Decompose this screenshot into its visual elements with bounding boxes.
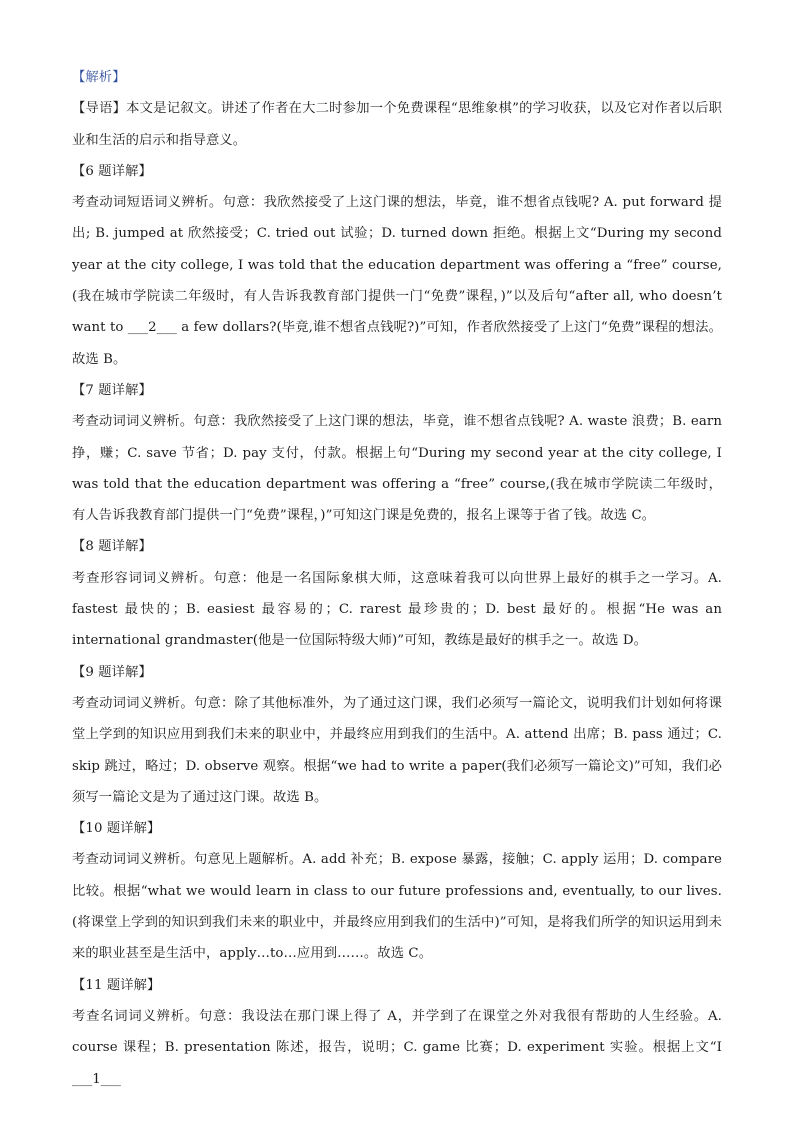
section-heading-11: 【11 题详解】 <box>72 977 161 993</box>
section-heading-9: 【9 题详解】 <box>72 664 152 680</box>
analysis-heading: 【解析】 <box>72 70 126 85</box>
document-content <box>72 62 722 1095</box>
section-body-7: 考查动词词义辨析。句意：我欣然接受了上这门课的想法，毕竟，谁不想省点钱呢? A. waste 浪费；B. earn 挣，赚；C. save 节省；D. pay 支付，付款。根据上句“During my second year at the city college, I was told that the education department was offering a “free” course,(我在城市学院读二年级时，有人告诉我教育部门提供一门“免费”课程，)”可知这门课是免费的，报名上课等于省了钱。故选 C。 <box>72 414 722 524</box>
section-heading-7: 【7 题详解】 <box>72 382 152 398</box>
section-heading-8: 【8 题详解】 <box>72 539 152 555</box>
section-body-8: 考查形容词词义辨析。句意：他是一名国际象棋大师，这意味着我可以向世界上最好的棋手之一学习。A. fastest 最快的；B. easiest 最容易的；C. rarest 最珍贵的；D. best 最好的。根据“He was an international grandmaster(他是一位国际特级大师)”可知，教练是最好的棋手之一。故选 D。 <box>72 570 722 649</box>
section-body-11: 考查名词词义辨析。句意：我设法在那门课上得了 A，并学到了在课堂之外对我很有帮助的人生经验。A. course 课程；B. presentation 陈述，报告，说明；C. game 比赛；D. experiment 实验。根据上文“I ___1___ <box>72 1008 722 1087</box>
section-body-6: 考查动词短语词义辨析。句意：我欣然接受了上这门课的想法，毕竟，谁不想省点钱呢? A. put forward 提出; B. jumped at 欣然接受；C. tried out 试验；D. turned down 拒绝。根据上文“During my second year at the city college, I was told that the education department was offering a “free” course,(我在城市学院读二年级时，有人告诉我教育部门提供一门“免费”课程，)”以及后句“after all, who doesn’t want to ___2___ a few dollars?(毕竟,谁不想省点钱呢?)”可知，作者欣然接受了上这门“免费”课程的想法。故选 B。 <box>72 195 722 367</box>
section-body-9: 考查动词词义辨析。句意：除了其他标准外，为了通过这门课，我们必须写一篇论文，说明我们计划如何将课堂上学到的知识应用到我们未来的职业中，并最终应用到我们的生活中。A. attend 出席；B. pass 通过；C. skip 跳过，略过；D. observe 观察。根据“we had to write a paper(我们必须写一篇论文)”可知，我们必须写一篇论文是为了通过这门课。故选 B。 <box>72 695 722 805</box>
section-body-10: 考查动词词义辨析。句意见上题解析。A. add 补充；B. expose 暴露，接触；C. apply 运用；D. compare 比较。根据“what we would learn in class to our future professions and, eventually, to our lives.(将课堂上学到的知识到我们未来的职业中，并最终应用到我们的生活中)”可知，是将我们所学的知识运用到未来的职业甚至是生活中，apply…to…应用到……。故选 C。 <box>72 852 722 962</box>
section-heading-6: 【6 题详解】 <box>72 163 152 179</box>
intro-paragraph: 【导语】本文是记叙文。讲述了作者在大二时参加一个免费课程“思维象棋”的学习收获，以及它对作者以后职业和生活的启示和指导意义。 <box>72 101 722 148</box>
section-heading-10: 【10 题详解】 <box>72 821 161 837</box>
